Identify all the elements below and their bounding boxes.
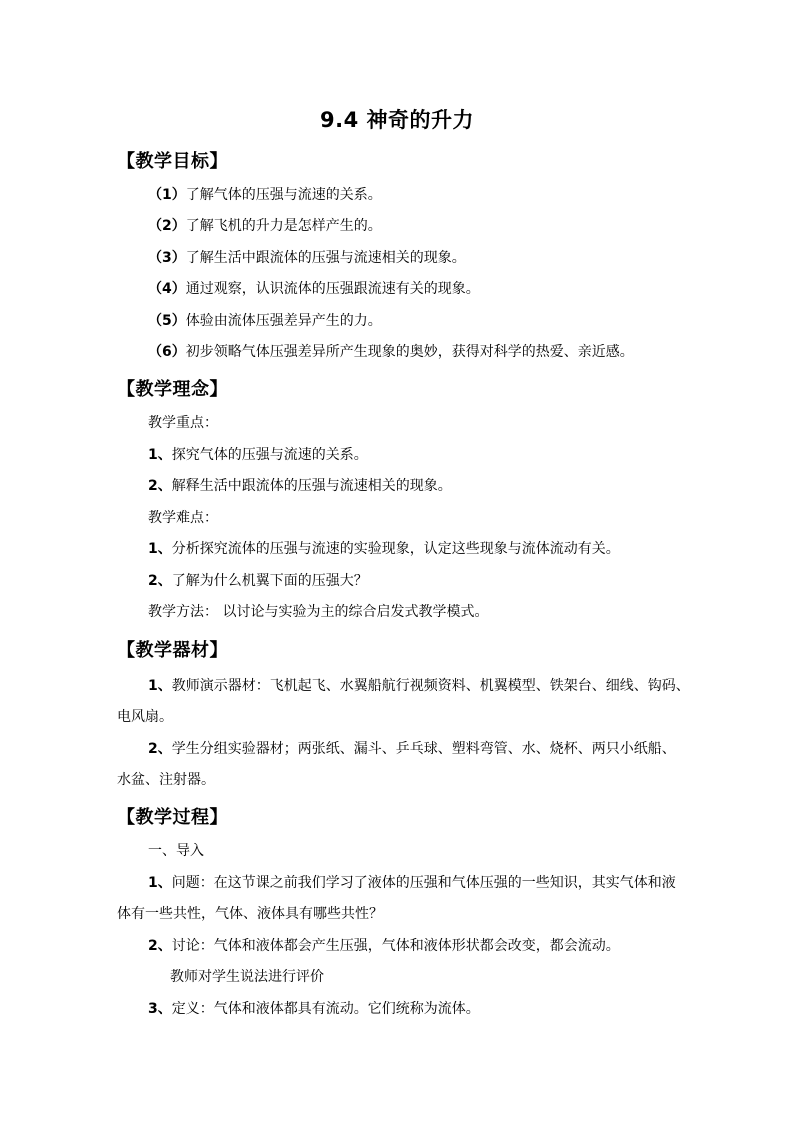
goal-item-text: 了解气体的压强与流速的关系。 [185, 187, 382, 203]
key-point-number: 2、 [148, 478, 172, 494]
key-point-item [148, 477, 452, 495]
materials-item-number: 1、 [148, 678, 172, 694]
process-question-text: 问题：在这节课之前我们学习了液体的压强和气体压强的一些知识，其实气体和液 [171, 875, 676, 891]
goal-item-text: 了解飞机的升力是怎样产生的。 [185, 218, 382, 234]
goal-item-number: （5） [148, 313, 186, 329]
process-discussion [148, 937, 620, 955]
difficulty-item [148, 572, 368, 590]
materials-item-text: 教师演示器材：飞机起飞、水翼船航行视频资料、机翼模型、铁架台、细线、钩码、 [171, 678, 690, 694]
goal-item [148, 186, 382, 204]
key-point-item [148, 446, 368, 464]
goal-item [148, 312, 382, 330]
materials-item-1 [148, 677, 690, 695]
goal-item-text: 初步领略气体压强差异所产生现象的奥妙，获得对科学的热爱、亲近感。 [185, 344, 634, 360]
difficulty-text: 分析探究流体的压强与流速的实验现象，认定这些现象与流体流动有关。 [171, 541, 620, 557]
materials-item-2-continued: 水盆、注射器。 [117, 772, 215, 788]
teacher-evaluation: 教师对学生说法进行评价 [170, 969, 324, 985]
goal-item-number: （2） [148, 218, 186, 234]
key-points-label: 教学重点： [148, 415, 218, 431]
materials-item-text: 学生分组实验器材；两张纸、漏斗、乒乓球、塑料弯管、水、烧杯、两只小纸船、 [171, 741, 676, 757]
key-point-number: 1、 [148, 447, 172, 463]
goal-item-text: 通过观察，认识流体的压强跟流速有关的现象。 [185, 281, 480, 297]
goal-item-number: （6） [148, 344, 186, 360]
difficulty-number: 2、 [148, 573, 172, 589]
process-definition [148, 1000, 480, 1018]
process-intro: 一、导入 [148, 843, 204, 859]
goal-item-text: 体验由流体压强差异产生的力。 [185, 313, 382, 329]
goals-heading: 【教学目标】 [117, 151, 228, 172]
teaching-method: 教学方法： 以讨论与实验为主的综合启发式教学模式。 [148, 604, 489, 620]
materials-item-2 [148, 740, 676, 758]
key-point-text: 探究气体的压强与流速的关系。 [171, 447, 368, 463]
process-discussion-text: 讨论：气体和液体都会产生压强，气体和液体形状都会改变，都会流动。 [171, 938, 620, 954]
goal-item-number: （4） [148, 281, 186, 297]
difficulty-item [148, 540, 620, 558]
materials-item-1-continued: 电风扇。 [117, 709, 173, 725]
concept-heading: 【教学理念】 [117, 379, 228, 400]
process-heading: 【教学过程】 [117, 807, 228, 828]
materials-item-number: 2、 [148, 741, 172, 757]
process-question [148, 874, 676, 892]
materials-heading: 【教学器材】 [117, 640, 228, 661]
goal-item [148, 343, 634, 361]
process-definition-number: 3、 [148, 1001, 172, 1017]
process-question-continued: 体有一些共性，气体、液体具有哪些共性？ [117, 906, 383, 922]
difficulty-number: 1、 [148, 541, 172, 557]
goal-item [148, 280, 480, 298]
key-point-text: 解释生活中跟流体的压强与流速相关的现象。 [171, 478, 452, 494]
goal-item [148, 217, 382, 235]
goal-item-number: （1） [148, 187, 186, 203]
difficulty-label: 教学难点： [148, 510, 218, 526]
goal-item [148, 249, 466, 267]
difficulty-text: 了解为什么机翼下面的压强大？ [171, 573, 368, 589]
page-title: 9.4 神奇的升力 [319, 108, 474, 132]
goal-item-text: 了解生活中跟流体的压强与流速相关的现象。 [185, 250, 466, 266]
process-question-number: 1、 [148, 875, 172, 891]
process-definition-text: 定义：气体和液体都具有流动。它们统称为流体。 [171, 1001, 480, 1017]
goal-item-number: （3） [148, 250, 186, 266]
process-discussion-number: 2、 [148, 938, 172, 954]
